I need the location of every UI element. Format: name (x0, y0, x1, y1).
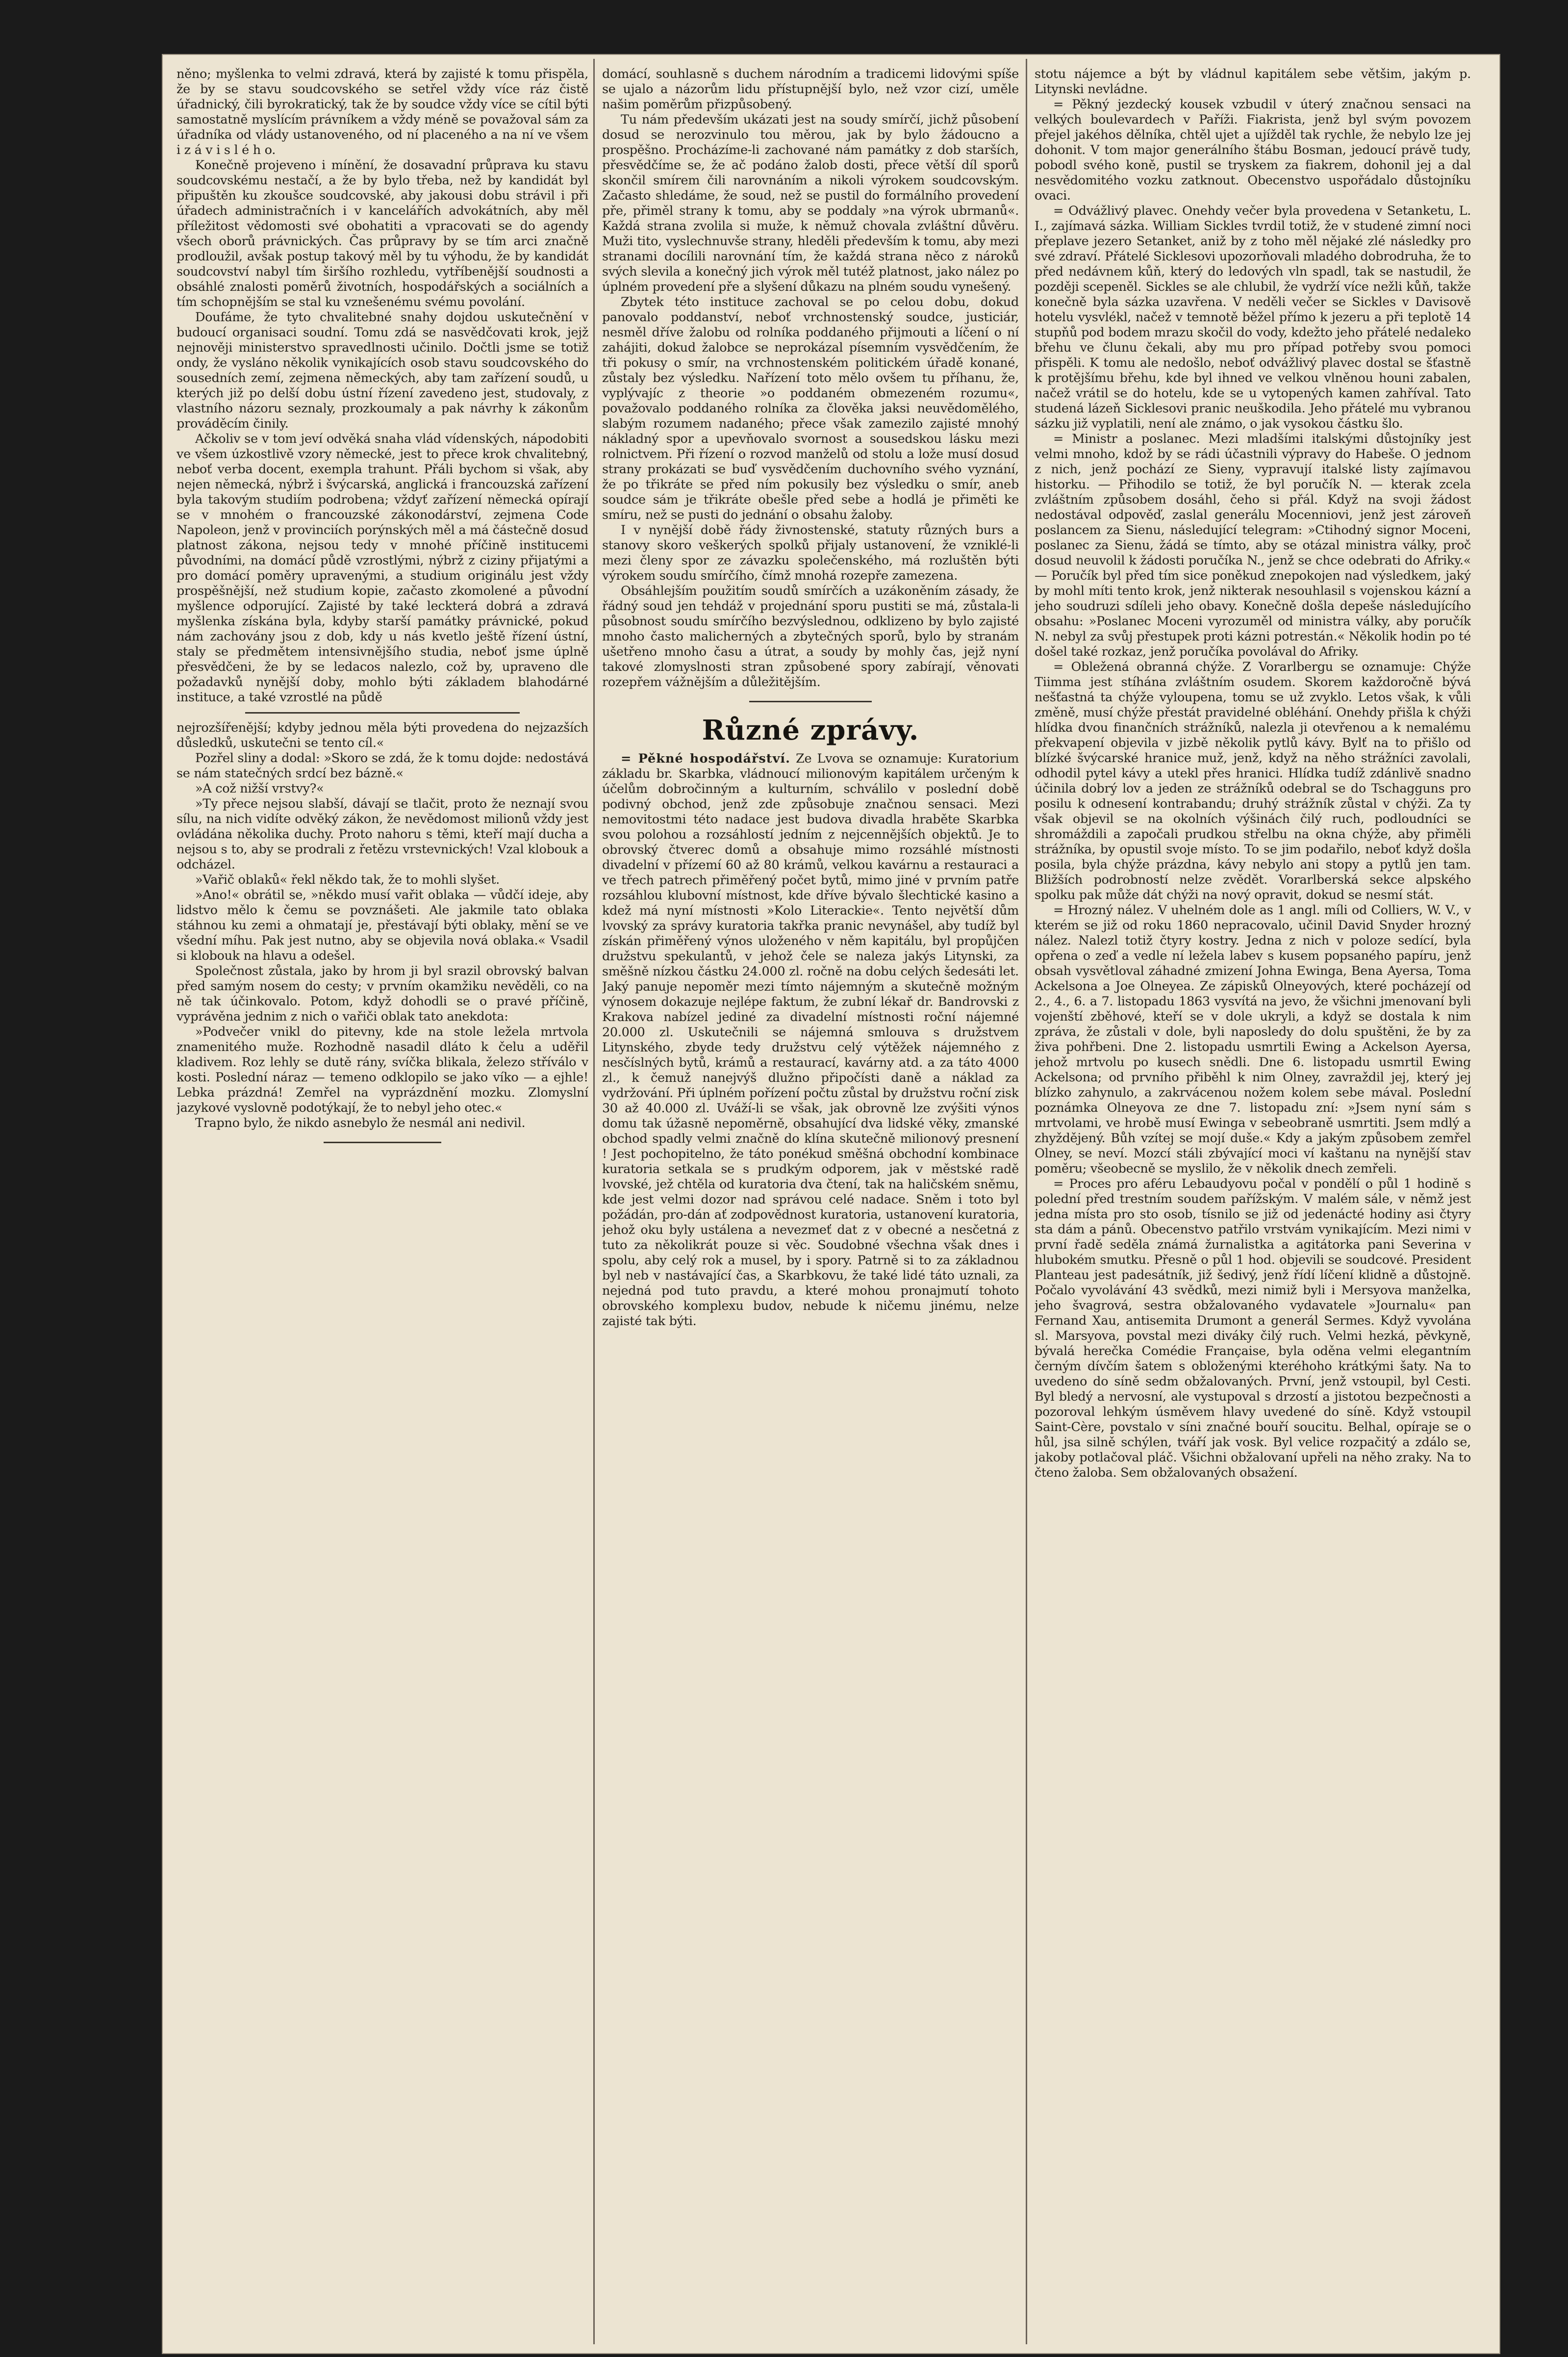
feuilleton-paragraph: »Podvečer vnikl do pitevny, kde na stole ležela mrtvola znamenitého muže. Rozhodně nasadil dláto k čelu a uděřil kladivem. Roz lehly se dutě rány, svíčka blikala, železo stříválo v kosti. Poslední náraz — temeno odklopilo se jako víko — a ejhle! Lebka prázdná! Zemřel na vyprázdnění mozku. Zlomyslní jazykové vyslovně podotýkají, že to nebyl jeho otec.« (177, 1025, 588, 1115)
feuilleton-paragraph: »Ty přece nejsou slabší, dávají se tlačit, proto že neznají svou sílu, na nich vidíte odvěký zákon, že nevědomost milionů vždy jest ovládána několika duchy. Proto nahoru s těmi, kteří mají ducha a nejsou s to, aby se prodrali z řetězu vrstevnických! Vzal klobouk a odcházel. (177, 796, 588, 872)
news-item (602, 751, 1019, 1329)
feuilleton-paragraph: Společnost zůstala, jako by hrom ji byl srazil obrovský balvan před samým nosem do cesty; v prvním okamžiku nevěděli, co na ně tak účinkovalo. Potom, když dohodli se o pravé příčině, vyprávěna jednim z nich o vařiči oblak tato anekdota: (177, 964, 588, 1024)
feuilleton-paragraph: »Ano!« obrátil se, »někdo musí vařit oblaka — vůdčí ideje, aby lidstvo mělo k čemu se povznášeti. Ale jakmile tato oblaka stáhnou ku zemi a ohmatají je, přestávají býti oblaky, mění se ve všední míhu. Pak jest nutno, aby se objevila nová oblaka.« Vsadil si klobouk na hlavu a odešel. (177, 888, 588, 963)
article-paragraph: Konečně projeveno i mínění, že dosavadní průprava ku stavu soudcovskému nestačí, a že by bylo třeba, než by kandidát byl připuštěn ku zkoušce soudcovské, aby jakousi dobu strávil i při úřadech administračních i v kancelářích advokátních, aby měl příležitost vědomosti své obohatiti a vpracovati se do agendy všech oborů právnických. Čas průpravy by se tím arci značně prodloužil, avšak postup takový měl by tu výhodu, že by kandidát soudcovství nabyl tím širšího rozhledu, vytříbenější soudnosti a obsáhlé znalosti poměrů životních, hospodářských a sociálních a tím schopnějším se stal ku vznešenému svému povolání. (177, 158, 588, 309)
news-item-text: Ze Lvova se oznamuje: Kuratorium základu br. Skarbka, vládnoucí milionovým kapitálem určeným k účelům dobročinným a kulturním, schválilo v poslední době podivný obchod, jenž zde způsobuje značnou sensaci. Mezi nemovitostmi této nadace jest budova divadla hraběte Skarbka svou polohou a rozsáhlostí jedním z nejcennějších objektů. Je to obrovský čtverec domů a obsahuje mimo rozsáhlé místnosti divadelní v přízemí 60 až 80 krámů, velkou kavárnu a restauraci a ve třech patrech přiměřený počet bytů, mimo jiné v prvním patře rozsáhlou klubovní místnost, kde dříve bývalo šlechtické kasino a kdež má nyní místnosti »Kolo Literackie«. Tento největší dům lvovský za správy kuratoria takřka pranic nevynášel, aby tudíž byl získán přiměřený výnos uloženého v něm kapitálu, byl propůjčen družstvu spekulantů, v jehož čele se naleza jakýs Litynski, za směšně nízkou částku 24.000 zl. ročně na dobu celých šedesáti let. Jaký panuje nepoměr mezi tímto nájemným a skutečně možným výnosem dokazuje nejlépe faktum, že zubní lékař dr. Bandrovski z Krakova nabízel jediné za divadelní místnosti roční nájemné 20.000 zl. Uskutečnili se nájemná smlouva s družstvem Litynského, zbyde tedy družstvu celý výtěžek nájemného z nesčíslných bytů, krámů a restaurací, kavárny atd. a za táto 4000 zl., k čemuž nanejvýš dlužno připočísti daně a náklad za vydržování. Při úplném pořízení počtu zůstal by družstvu roční zisk 30 až 40.000 zl. Uváží-li se však, jak obrovně lze zvýšiti výnos domu tak úžasně nepoměrně, obsahující dva lidské věky, zmanské obchod spadly velmi značně do klína skutečně milionový presnení ! Jest pochopitelno, že táto ponékud směšná obchodní kombinace kuratoria setkala se s prudkým odporem, jak v městské radě lvovské, jež chtěla od kuratoria dva čtení, tak na haličském sněmu, kde jest velmi dozor nad správou celé nadace. Sněm i toto byl požádán, pro-dán ať zodpovědnost kuratoria, ustanovení kuratoria, jehož oku byly ustálena a nevezmeť dat z v obecné a nesčetná z tuto za několikrát pouze si věc. Soudobné všechna však dnes i spolu, aby celý rok a musel, by i spory. Patrně si to za základnou byl neb v nastávající čas, a Skarbkovu, že také lidé táto uznali, za nejedná pod tuto pravdu, a které mohou pronajmutí tohoto obrovského komplexu budov, nebude k ničemu jinému, nelze zajisté tak býti. (602, 751, 1019, 1329)
section-divider (749, 701, 872, 702)
column-left (177, 67, 588, 2337)
news-paragraph: stotu nájemce a být by vládnul kapitálem sebe většim, jakým p. Litynski nevládne. (1035, 67, 1471, 97)
news-item: = Hrozný nález. V uhelném dole as 1 angl. míli od Colliers, W. V., v kterém se již od roku 1860 nepracovalo, učinil David Snyder hrozný nález. Nalezl totiž čtyry kostry. Jedna z nich v poloze sedící, byla opřena o zeď a vedle ní ležela labev s kusem popsaného papíru, jenž obsah vysvětloval záhadné zmizení Johna Ewinga, Bena Ayersa, Toma Ackelsona a Joe Olneyea. Ze zápisků Olneyových, které pocházejí od 2., 4., 6. a 7. listopadu 1863 vysvítá na jevo, že všichni jmenovaní byli vojenští zběhové, kteří se v dole ukryli, a když se dostala k nim zpráva, že zůstali v dole, byli naposledy do dolu spuštěni, že by za živa pohřbeni. Dne 2. listopadu usmrtili Ewing a Ackelson Ayersa, jehož mrtvolu po kusech snědli. Dne 6. listopadu usmrtil Ewing Ackelsona; od prvního přiběhl k nim Olney, zavraždil jej, který jej blízko zahynulo, a zakrvácenou nožem kolem sebe mával. Poslední poznámka Olneyova ze dne 7. listopadu zní: »Jsem nyní sám s mrtvolami, ve hrobě musí Ewinga v sebeobraně usmrtiti. Jsem mdlý a zhyždějený. Bůh vzítej se mojí duše.« Kdy a jakým způsobem zemřel Olney, se neví. Mozcí stáli zbývající moci ví kaštanu na nynější stav poměru; všeobecně se myslilo, že v několik dnech zemřeli. (1035, 903, 1471, 1176)
article-paragraph: Tu nám především ukázati jest na soudy smírčí, jichž působení dosud se nerozvinulo tou měrou, jak by bylo žádoucno a prospěšno. Procházíme-li zachované nám památky z dob starších, přesvědčíme se, že ač podáno žalob dosti, přece větší díl sporů skončil smírem čili narovnáním a nikoli výrokem soudcovským. Začasto shledáme, že soud, než se pustil do formálního provedení pře, přiměl strany k tomu, aby se poddaly »na výrok ubrmanů«. Každá strana zvolila si muže, k němuž chovala zvláštní důvěru. Muži tito, vyslechnuvše strany, hleděli především k tomu, aby mezi stranami docílili narovnání tím, že každá strana něco z nároků svých slevila a konečný jich výrok měl tutéž platnost, jako nález po úplném provedení pře a slyšení důkazu na plném soudu vynešený. (602, 112, 1019, 294)
article-paragraph: Ačkoliv se v tom jeví odvěká snaha vlád vídenských, nápodobiti ve všem úzkostlivě vzory německé, jest to přece krok chvalitebný, neboť verba docent, exempla trahunt. Přáli bychom si však, aby nejen německá, nýbrž i švýcarská, anglická i francouzská zařízení byla takovým studiím podrobena; vždyť zařízení německá opírají se v mnohém o francouzské zákonodárství, zejmena Code Napoleon, jenž v provinciích porýnských měl a má částečně dosud platnost zákona, nejsou tedy v mnohé příčině institucemi původními, na domácí půdě vzrostlými, nýbrž z ciziny přijatými a pro domácí poměry upravenými, a studium originálu jest vždy prospěšnější, než studium kopie, začasto zkomolené a původní myšlence odporující. Zajisté by také leckterá dobrá a zdravá myšlenka získána byla, kdyby starší památky právnické, pokud nám zachovány jsou z dob, kdy u nás kvetlo ještě řízení ústní, staly se předmětem intensivnějšího studia, neboť jsme úplně přesvědčeni, že by se ledacos nalezlo, což by, upraveno dle požadavků nynější doby, mohlo býti základem blahodárné instituce, a také vzrostlé na půdě (177, 432, 588, 705)
newspaper-page (162, 54, 1500, 2354)
article-paragraph: I v nynější době řády živnostenské, statuty různých burs a stanovy skoro veškerých spolků přijaly ustanovení, že vzniklé-li mezi členy spor ze závazku společenského, má rozluštěn býti výrokem soudu smírčího, čímž mnohá rozepře zamezena. (602, 523, 1019, 583)
news-item: = Pěkný jezdecký kousek vzbudil v úterý značnou sensaci na velkých boulevardech v Paříži. Fiakrista, jenž byl svým povozem přejel jakéhos dělníka, chtěl ujet a ujížděl tak rychle, že nebylo lze jej dohonit. V tom major generálního štábu Bosman, jedoucí právě tudy, pobodl svého koně, pustil se tryskem za fiakrem, dohonil jej a dal nesvědomitého vozku zatknout. Obecenstvo uspořádalo důstojníku ovaci. (1035, 97, 1471, 203)
news-item: = Obležená obranná chýže. Z Vorarlbergu se oznamuje: Chýže Tiimma jest stíhána zvláštním osudem. Skorem každoročně bývá nešťastná ta chýže vyloupena, tomu se už zvyklo. Letos však, k vůli změně, musí chýže přestát pravidelné obléhání. Onehdy přišla k chýži hlídka dvou finančních strážníků, nalezla ji otevřenou a k nemalému překvapení objevila v jizbě několik pytlů kávy. Bylť na to přišlo od blízké švýcarské hranice muž, jenž, když na něho strážníci zavolali, odhodil pytel kávy a utekl přes hranici. Hlídka tudíž zdánlivě snadno účinila dobrý lov a jeden ze strážníků odebral se do Tschagguns pro posilu k odnesení kontrabandu; druhý strážník zůstal v chýži. Za ty však objevil se na okolních výšinách čilý ruch, podloudníci se shromáždili a započali prudkou střelbu na okna chýže, aby přiměli strážníka, by opustil svoje místo. To se jim podařilo, neboť když došla posila, byla chýže prázdna, kávy nebylo ani stopy a pytlů jen tam. Bližších podrobností nelze zvědět. Vorarlberská sekce alpského spolku pak může dát chýži na nový opravit, dokud se nesmí stát. (1035, 660, 1471, 902)
feuilleton-paragraph: Pozřel sliny a dodal: »Skoro se zdá, že k tomu dojde: nedostává se nám statečných srdcí bez bázně.« (177, 751, 588, 781)
news-item-title: = Pěkné hospodářství. (621, 751, 790, 766)
article-paragraph: Zbytek této instituce zachoval se po celou dobu, dokud panovalo poddanství, neboť vrchnostenský soudce, justiciár, nesměl dříve žalobu od rolníka poddaného přijmouti a líčení o ní zahájiti, dokud žalobce se neprokázal písemním vysvědčením, že tři pokusy o smír, na vrchnostenském politickém úřadě konané, zůstaly bez výsledku. Nařízení toto mělo ovšem tu příhanu, že, vyplývajíc z theorie »o poddaném obmezeném rozumu«, považovalo poddaného rolníka za člověka jaksi neuvědomělého, slabým rozumem nadaného; přece však zamezilo zajisté mnohý nákladný spor a upevňovalo svornost a sousedskou lásku mezi rolnictvem. Při řízení o rozvod manželů od stolu a lože musí dosud strany prokázati se buď vysvědčením duchovního svého vyznání, že po třikráte se před ním pokusily bez výsledku o smír, aneb soudce sám je třikráte obešle před sebe a hodlá je přiměti ke smíru, než se pusti do jednání o obsahu žaloby. (602, 295, 1019, 522)
article-paragraph: domácí, souhlasně s duchem národním a tradicemi lidovými spíše se ujalo a názorům lidu přístupnější bylo, než vzor cizí, uměle našim poměrům přizpůsobený. (602, 67, 1019, 112)
end-rule (324, 1142, 441, 1143)
feuilleton-paragraph: »Vařič oblaků« řekl někdo tak, že to mohli slyšet. (195, 872, 500, 887)
section-heading: Různé zprávy. (702, 714, 919, 746)
article-paragraph: Doufáme, že tyto chvalitebné snahy dojdou uskutečnění v budoucí organisaci soudní. Tomu zdá se nasvědčovati krok, jejž nejnověji ministerstvo spravedlnosti učinilo. Dočtli jsme se totiž ondy, že vysláno několik vynikajících osob stavu soudcovského do sousedních zemí, zejmena německých, aby tam zařízení soudů, u kterých již po delší dobu ústní řízení zavedeno jest, studovaly, z vlastního názoru seznaly, prozkoumaly a pak návrhy k zákonům prováděcím činily. (177, 310, 588, 431)
feuilleton-paragraph: Trapno bylo, že nikdo asnebylo že nesmál ani nedivil. (195, 1116, 526, 1130)
column-rule-right (1026, 59, 1027, 2344)
column-middle (602, 67, 1019, 2337)
column-right (1035, 67, 1471, 2337)
article-paragraph: něno; myšlenka to velmi zdravá, která by zajisté k tomu přispěla, že by se stavu soudcovského se setřel vždy více ráz čistě úřadnický, čili byrokratický, tak že by soudce vždy více se cítil býti samostatně myslícím právníkem a vždy méně se považoval sám za úřadníka od vlády ustanoveného, od ní placeného a na ní ve všem i z á v i s l é h o. (177, 67, 588, 157)
feuilleton-paragraph: »A což nižší vrstvy?« (195, 781, 324, 796)
news-item: = Odvážlivý plavec. Onehdy večer byla provedena v Setanketu, L. I., zajímavá sázka. William Sickles tvrdil totiž, že v studené zimní noci přeplave jezero Setanket, aniž by z toho měl nějaké zlé následky pro své zdraví. Přátelé Sicklesovi upozorňovali mladého dobrodruha, že to před nedávnem kůň, který do ledových vln spadl, tak se nastudil, že později scepeněl. Sickles se ale chlubil, že vydrží více nežli kůň, takže konečně byla sázka uzavřena. V neděli večer se Sickles v Davisově hotelu vysvlékl, načež v temnotě běžel přímo k jezeru a při teplotě 14 stupňů pod bodem mrazu skočil do vody, kdežto jeho přátelé nedaleko břehu ve člunu čekali, aby mu pro případ potřeby svou pomoci přispěli. K tomu ale nedošlo, neboť odvážlivý plavec dostal se šťastně k protějšímu břehu, kde byl ihned ve velkou vlněnou houni zabalen, načež vrátil se do hotelu, kde se u vytopených kamen zahříval. Tato studená lázeň Sicklesovi pranic neuškodila. Jeho přátelé mu vybranou sázku již vyplatili, není ale známo, o jak vysokou částku šlo. (1035, 204, 1471, 431)
feuilleton-paragraph: nejrozšířenější; kdyby jednou měla býti provedena do nejzazších důsledků, uskutečni se tento cíl.« (177, 720, 588, 750)
article-paragraph: Obsáhlejším použitím soudů smírčích a uzákoněním zásady, že řádný soud jen tehdáž v projednání sporu pustiti se má, zůstala-li působnost soudu smírčího bezvýslednou, odklizeno by bylo zajisté mnoho často malicherných a zbytečných sporů, bylo by stranám ušetřeno mnoho času a útrat, a soudy by mohly čas, jejž nyní takové zlomyslnosti stran způsobené spory zabírají, věnovati rozepřem vážnějším a důležitějším. (602, 584, 1019, 690)
column-rule-left (593, 59, 595, 2344)
news-item: = Ministr a poslanec. Mezi mladšími italskými důstojníky jest velmi mnoho, kdož by se rádi účastnili výpravy do Habeše. O jednom z nich, jenž pochází ze Sieny, vypravují italské listy zajímavou historku. — Přihodilo se totiž, že byl poručík N. — kterak zcela zvláštním způsobem dosáhl, čeho si přál. Když na svoji žádost nedostával odpověď, zaslal generálu Mocenniovi, jenž jest zároveň poslancem za Sienu, následující telegram: »Ctihodný signor Moceni, poslanec za Sienu, žádá se tímto, aby se otázal ministra války, proč dosud neuvolil k žádosti poručíka N., jenž se chce odebrati do Afriky.« — Poručík byl před tím sice poněkud znepokojen nad výsledkem, jaký by mohl míti tento krok, jenž nikterak nesouhlasil s vojenskou kázní a jeho soudruzi sdíleli jeho obavy. Konečně došla depeše následujícího obsahu: »Poslanec Moceni vyrozuměl od ministra války, aby poručík N. nebyl za svůj přestupek proti kázni potrestán.« Několik hodin po té došel také rozkaz, jenž poručíka povolával do Afriky. (1035, 432, 1471, 659)
news-item: = Proces pro aféru Lebaudyovu počal v pondělí o půl 1 hodině s polední před trestním soudem pařížským. V malém sále, v němž jest jedna místa pro sto osob, tísnilo se již od jedenácté hodiny asi čtyry sta dám a pánů. Obecenstvo patřilo vrstvám vynikajícím. Mezi nimi v první řadě seděla známá žurnalistka a agitátorka pani Severina v hlubokém smutku. Přesně o půl 1 hod. objevili se soudcové. President Planteau jest padesátník, již šedivý, jenž řídí líčení klidně a důstojně. Počalo vyvolávání 43 svědků, mezi nimiž byli i Mersyova manželka, jeho švagrová, sestra obžalovaného vydavatele »Journalu« pan Fernand Xau, antisemita Drumont a generál Sermes. Když vyvolána sl. Marsyova, povstal mezi diváky čilý ruch. Velmi hezká, pěvkyně, bývalá herečka Comédie Française, byla oděna velmi elegantním černým dívčím šatem s obloženými kteréhoho krátkými šaty. Na to uvedeno do síně sedm obžalovaných. První, jenž vstoupil, byl Cesti. Byl bledý a nervosní, ale vystupoval s drzostí a jistotou bezpečnosti a pozoroval lehkým úsměvem hlavy uvedené do síně. Když vstoupil Saint-Cère, povstalo v síni značné bouří soucitu. Belhal, opíraje se o hůl, jsa silně schýlen, tváří jak vosk. Byl velice rozpačitý a zdálo se, jakoby potlačoval pláč. Všichni obžalovaní upřeli na něho zraky. Na to čteno žaloba. Sem obžalovaných obsažení. (1035, 1177, 1471, 1480)
section-divider (245, 712, 520, 714)
